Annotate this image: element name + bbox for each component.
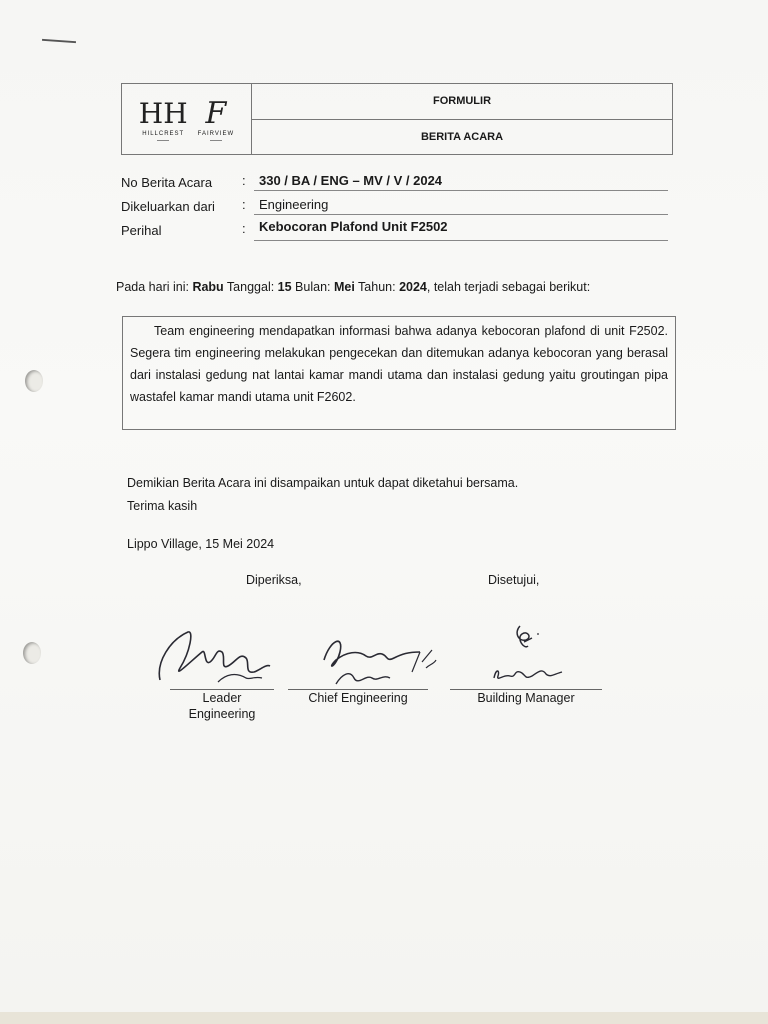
intro-bulan-label: Bulan: [291,280,334,294]
place-date: Lippo Village, 15 Mei 2024 [127,537,275,551]
intro-suffix: , telah terjadi sebagai berikut: [426,280,591,294]
intro-tahun-label: Tahun: [354,280,400,294]
intro-date: 15 [277,280,292,294]
role-chief-engineering: Chief Engineering [308,691,408,705]
hillcrest-monogram: HH [138,97,188,130]
field-underline [254,190,668,191]
form-subtitle: BERITA ACARA [420,130,504,143]
role-building-manager: Building Manager [477,691,575,705]
field-colon: : [242,173,246,188]
punch-hole-top [25,370,43,392]
incident-description-box [122,316,676,430]
field-colon: : [242,221,246,236]
fairview-monogram: F [205,96,227,131]
intro-month: Mei [333,280,355,294]
fairview-name: FAIRVIEW [197,131,235,137]
form-header [121,83,673,155]
field-colon: : [242,197,246,212]
field-dikeluarkan [121,197,675,217]
fairview-logo [197,96,235,141]
signature-building-manager [488,620,568,692]
intro-sentence [116,280,590,294]
logo-cell [122,84,252,154]
approved-label: Disetujui, [488,573,540,587]
field-value: Engineering [259,197,329,212]
signature-chief-engineering [316,630,441,692]
thanks-text: Terima kasih [127,499,198,513]
hillcrest-name: HILLCREST [142,131,185,137]
field-nomor [121,173,675,193]
signature-leader-engineering [150,622,275,694]
punch-hole-bottom [23,642,41,664]
field-label: No Berita Acara [121,175,213,190]
field-perihal [121,219,675,239]
field-underline [254,214,668,215]
field-underline [254,240,668,241]
field-value: Kebocoran Plafond Unit F2502 [259,219,448,234]
field-value: 330 / BA / ENG – MV / V / 2024 [259,173,443,188]
logo-underline [210,140,222,141]
intro-tanggal-label: Tanggal: [223,280,278,294]
intro-day: Rabu [192,280,224,294]
page-bottom-edge [0,1012,768,1024]
role-leader-engineering: Leader Engineering [188,691,256,721]
incident-description: Team engineering mendapatkan informasi bahwa adanya kebocoran plafond di unit F2502. Segera tim engineering melakukan pengecekan dan ditemukan adanya kebocoran yang berasal dari instalasi gedung nat lantai kamar mandi utama dan instalasi gedung yaitu groutingan pipa wastafel kamar mandi utama unit F2602. [130,324,668,404]
title-cell [252,84,672,154]
intro-prefix: Pada hari ini: [116,280,193,294]
checked-label: Diperiksa, [246,573,302,587]
hillcrest-logo [139,99,188,141]
field-label: Dikeluarkan dari [121,199,215,214]
field-label: Perihal [121,223,162,238]
logo-underline [157,140,169,141]
intro-year: 2024 [399,280,427,294]
form-title: FORMULIR [252,84,672,120]
closing-statement: Demikian Berita Acara ini disampaikan untuk dapat diketahui bersama. [127,476,519,490]
